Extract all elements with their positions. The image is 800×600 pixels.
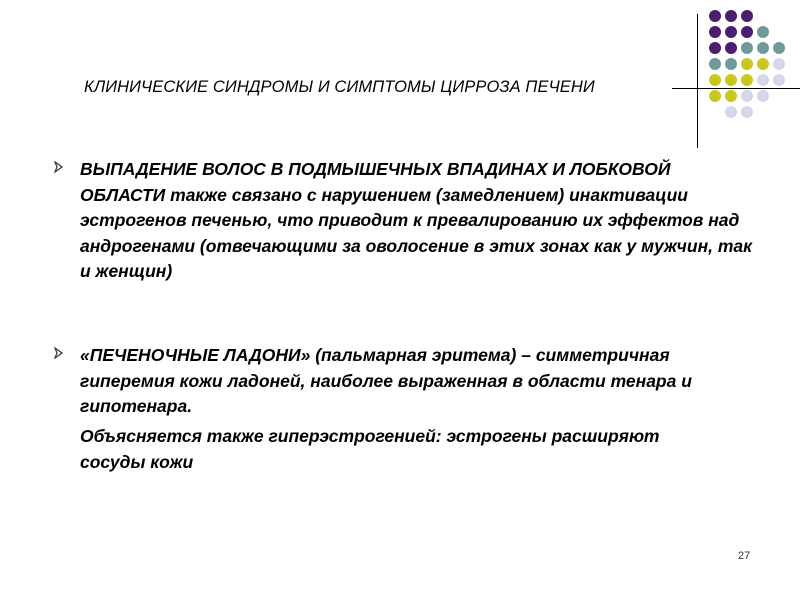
decorative-dot <box>725 58 737 70</box>
sub-paragraph: Объясняется также гиперэстрогенией: эстрогены расширяют сосуды кожи <box>80 426 660 472</box>
decorative-dot <box>709 58 721 70</box>
decorative-dot <box>725 26 737 38</box>
decorative-dot <box>757 42 769 54</box>
decorative-dot <box>741 26 753 38</box>
decorative-dot <box>773 42 785 54</box>
decorative-dot <box>725 90 737 102</box>
decorative-dot <box>741 90 753 102</box>
decorative-dot <box>757 74 769 86</box>
slide-title: КЛИНИЧЕСКИЕ СИНДРОМЫ И СИМПТОМЫ ЦИРРОЗА ПЕЧЕНИ <box>84 78 595 96</box>
arrow-bullet-icon <box>54 347 68 361</box>
bullet-text: (пальмарная эритема) – симметричная гиперемия кожи ладоней, наиболее выраженная в области тенара и гипотенара. <box>80 345 692 416</box>
decorative-dot <box>741 58 753 70</box>
decorative-dot <box>757 58 769 70</box>
decorative-dot <box>741 42 753 54</box>
decorative-dot <box>709 90 721 102</box>
decorative-dot <box>725 74 737 86</box>
decorative-dot <box>709 26 721 38</box>
bullet-paragraph <box>80 157 760 285</box>
decorative-dot <box>725 106 737 118</box>
decorative-dot <box>741 74 753 86</box>
decorative-dot <box>773 74 785 86</box>
decorative-dot <box>757 90 769 102</box>
bullet-lead: ВЫПАДЕНИЕ ВОЛОС В ПОДМЫШЕЧНЫХ ВПАДИНАХ И ЛОБКОВОЙ ОБЛАСТИ <box>80 159 671 205</box>
decorative-dot <box>725 10 737 22</box>
page-number: 27 <box>738 550 751 562</box>
bullet-item <box>54 343 754 420</box>
arrow-bullet-icon <box>54 161 68 175</box>
decorative-dot <box>709 74 721 86</box>
decorative-dot <box>741 106 753 118</box>
bullet-paragraph <box>80 343 760 420</box>
decorative-dot-grid <box>709 10 789 130</box>
decorative-dot <box>725 42 737 54</box>
bullet-lead: «ПЕЧЕНОЧНЫЕ ЛАДОНИ» <box>80 345 311 365</box>
bullet-text: также связано с нарушением (замедлением) инактивации эстрогенов печенью, что приводит к превалированию их эффектов над андрогенами (отвечающими за оволосение в этих зонах как у мужчин, так и женщин) <box>80 184 753 281</box>
bullet-item <box>54 157 754 285</box>
decorative-dot <box>709 10 721 22</box>
decorative-dot <box>757 26 769 38</box>
decorative-dot <box>773 58 785 70</box>
decorative-dot <box>709 42 721 54</box>
decorative-dot <box>741 10 753 22</box>
